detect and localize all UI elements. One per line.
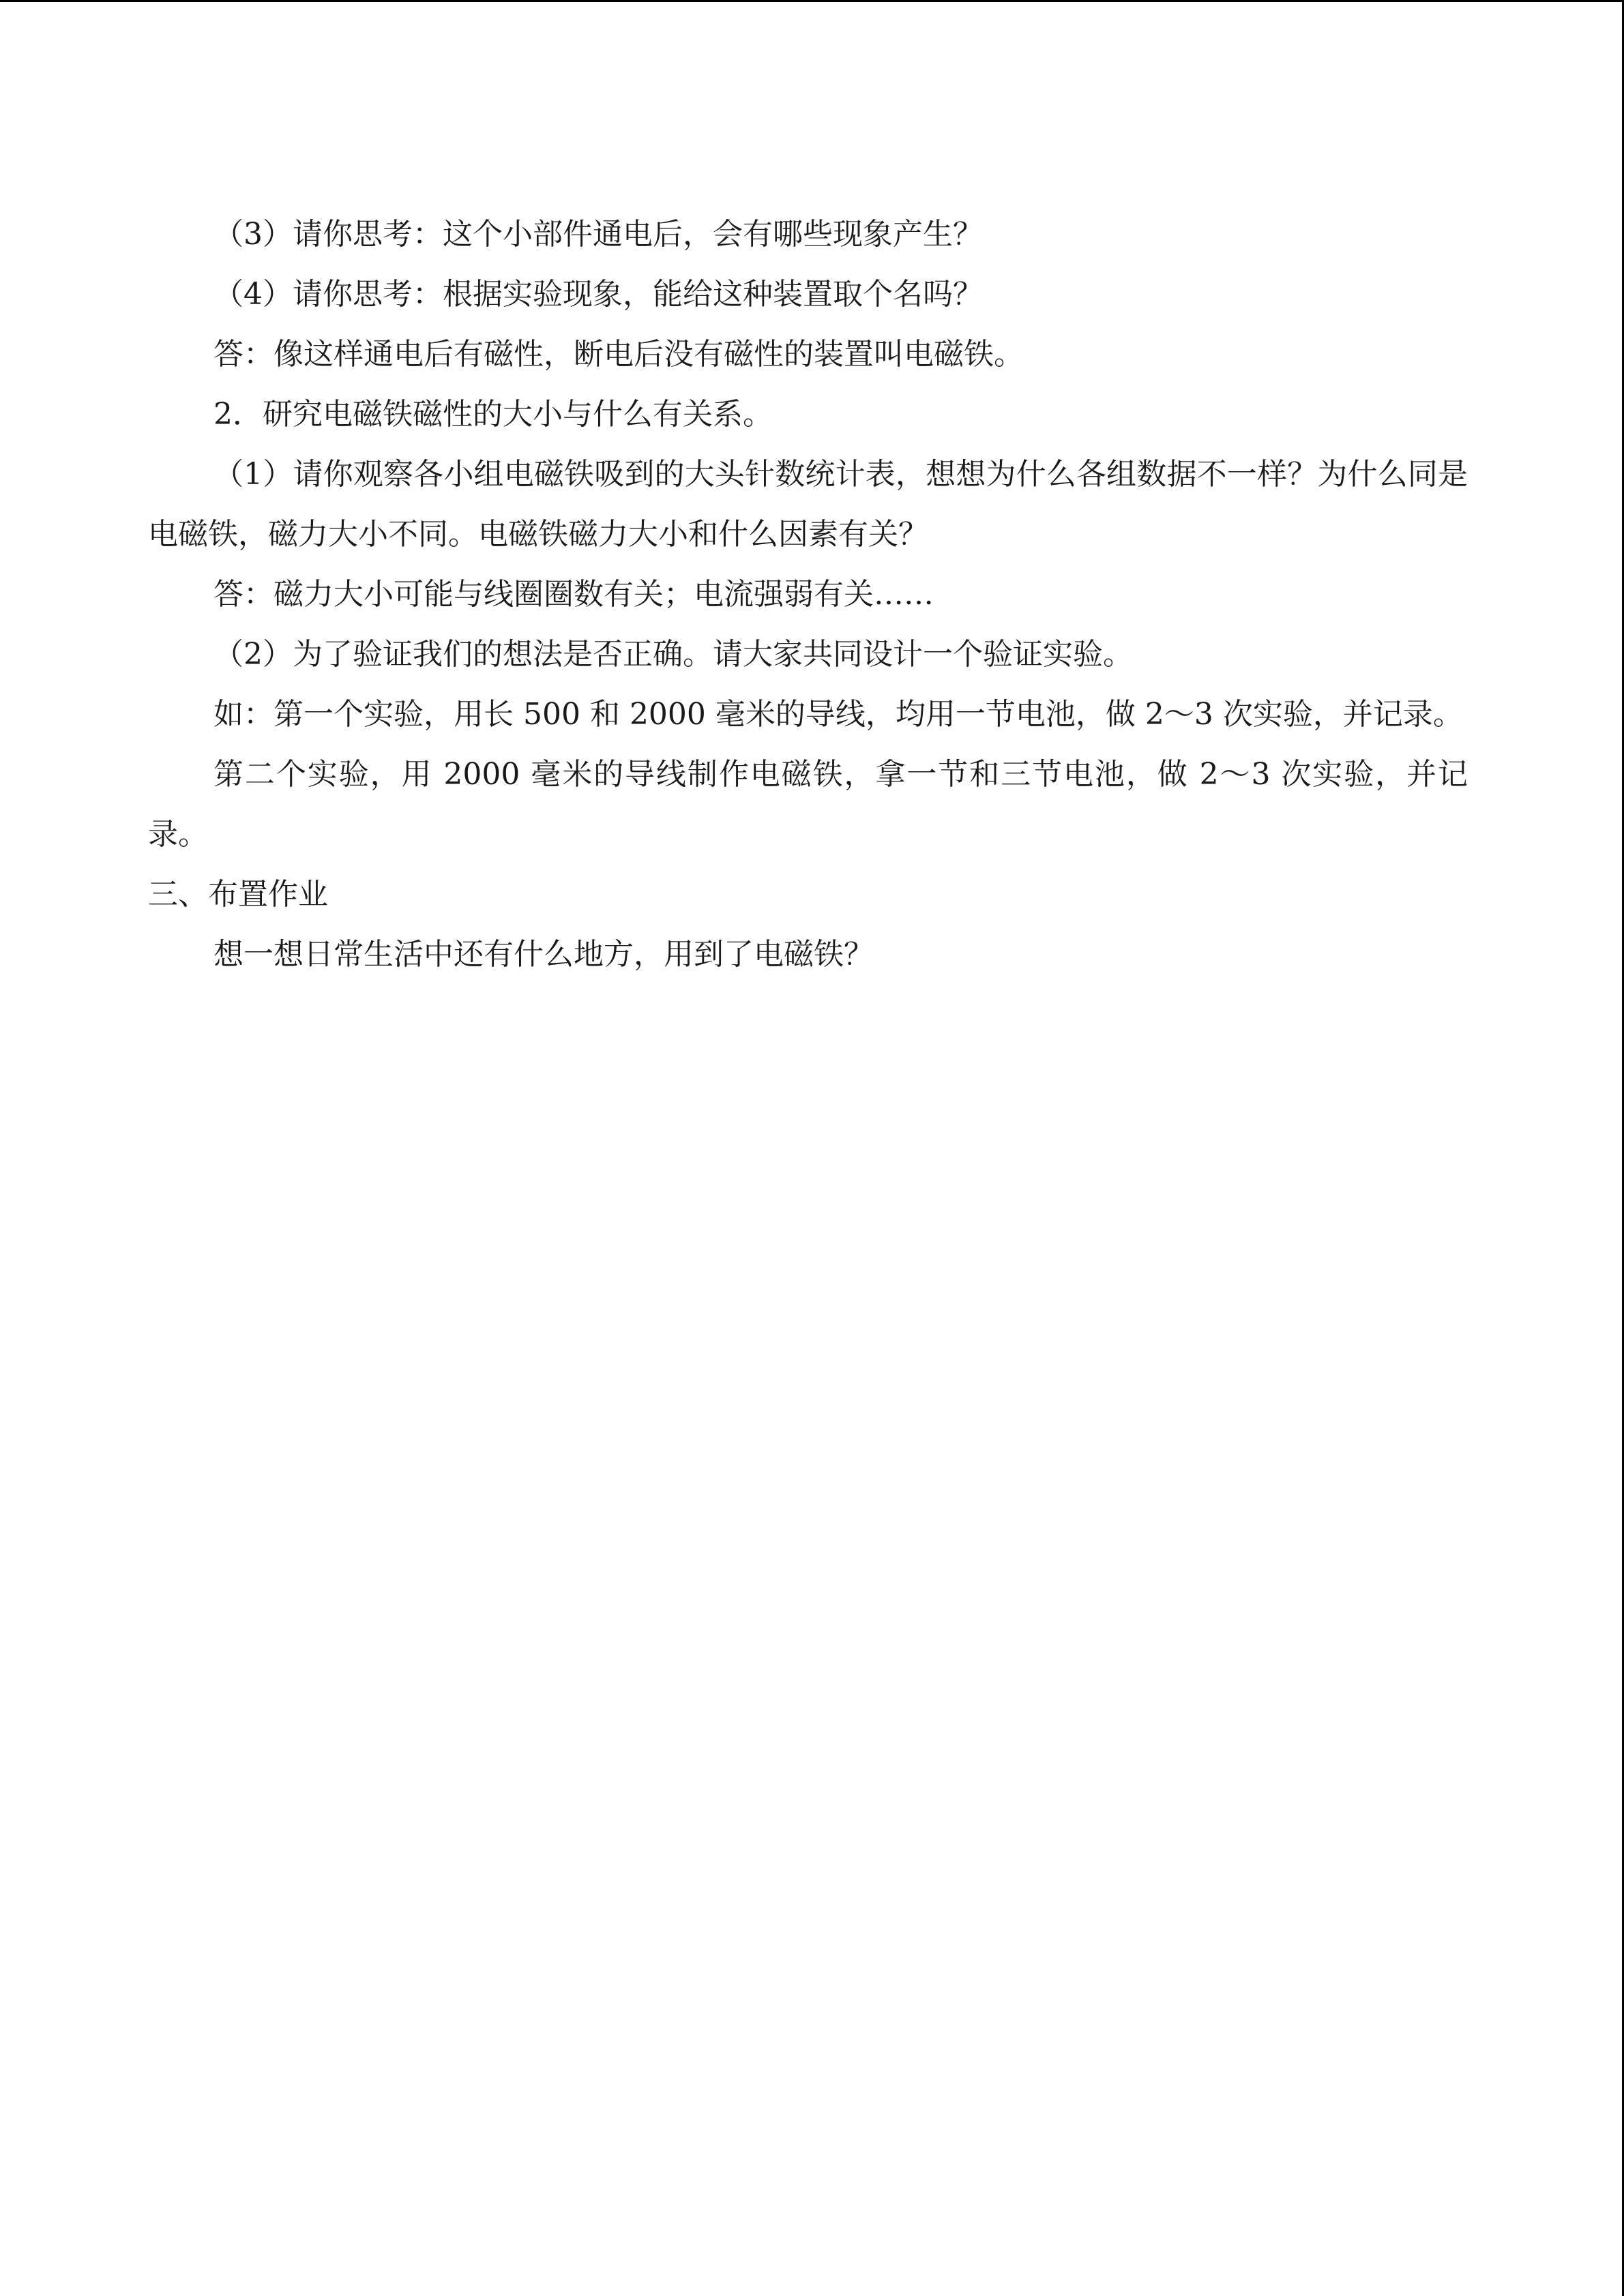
paragraph-first-experiment: 如：第一个实验，用长 500 和 2000 毫米的导线，均用一节电池，做 2～3 次实验，并记录。 <box>213 697 1463 732</box>
paragraph-think-phenomena: （3）请你思考：这个小部件通电后，会有哪些现象产生？ <box>213 217 983 252</box>
top-border-line <box>0 0 1624 2</box>
paragraph-design-experiment: （2）为了验证我们的想法是否正确。请大家共同设计一个验证实验。 <box>213 637 1133 672</box>
paragraph-research-topic: 2．研究电磁铁磁性的大小与什么有关系。 <box>213 397 773 432</box>
document-body <box>148 205 1468 985</box>
paragraph-homework: 想一想日常生活中还有什么地方，用到了电磁铁？ <box>213 937 874 972</box>
paragraph-answer-electromagnet: 答：像这样通电后有磁性，断电后没有磁性的装置叫电磁铁。 <box>213 337 1024 372</box>
paragraph-second-experiment: 第二个实验，用 2000 毫米的导线制作电磁铁，拿一节和三节电池，做 2～3 次实验，并记录。 <box>148 757 1468 852</box>
paragraph-observe-table: （1）请你观察各小组电磁铁吸到的大头针数统计表，想想为什么各组数据不一样？为什么同是电磁铁，磁力大小不同。电磁铁磁力大小和什么因素有关？ <box>148 457 1468 552</box>
paragraph-think-name: （4）请你思考：根据实验现象，能给这种装置取个名吗？ <box>213 277 983 312</box>
paragraph-answer-factors: 答：磁力大小可能与线圈圈数有关；电流强弱有关…… <box>213 577 934 612</box>
section-heading-homework: 三、布置作业 <box>148 877 328 912</box>
